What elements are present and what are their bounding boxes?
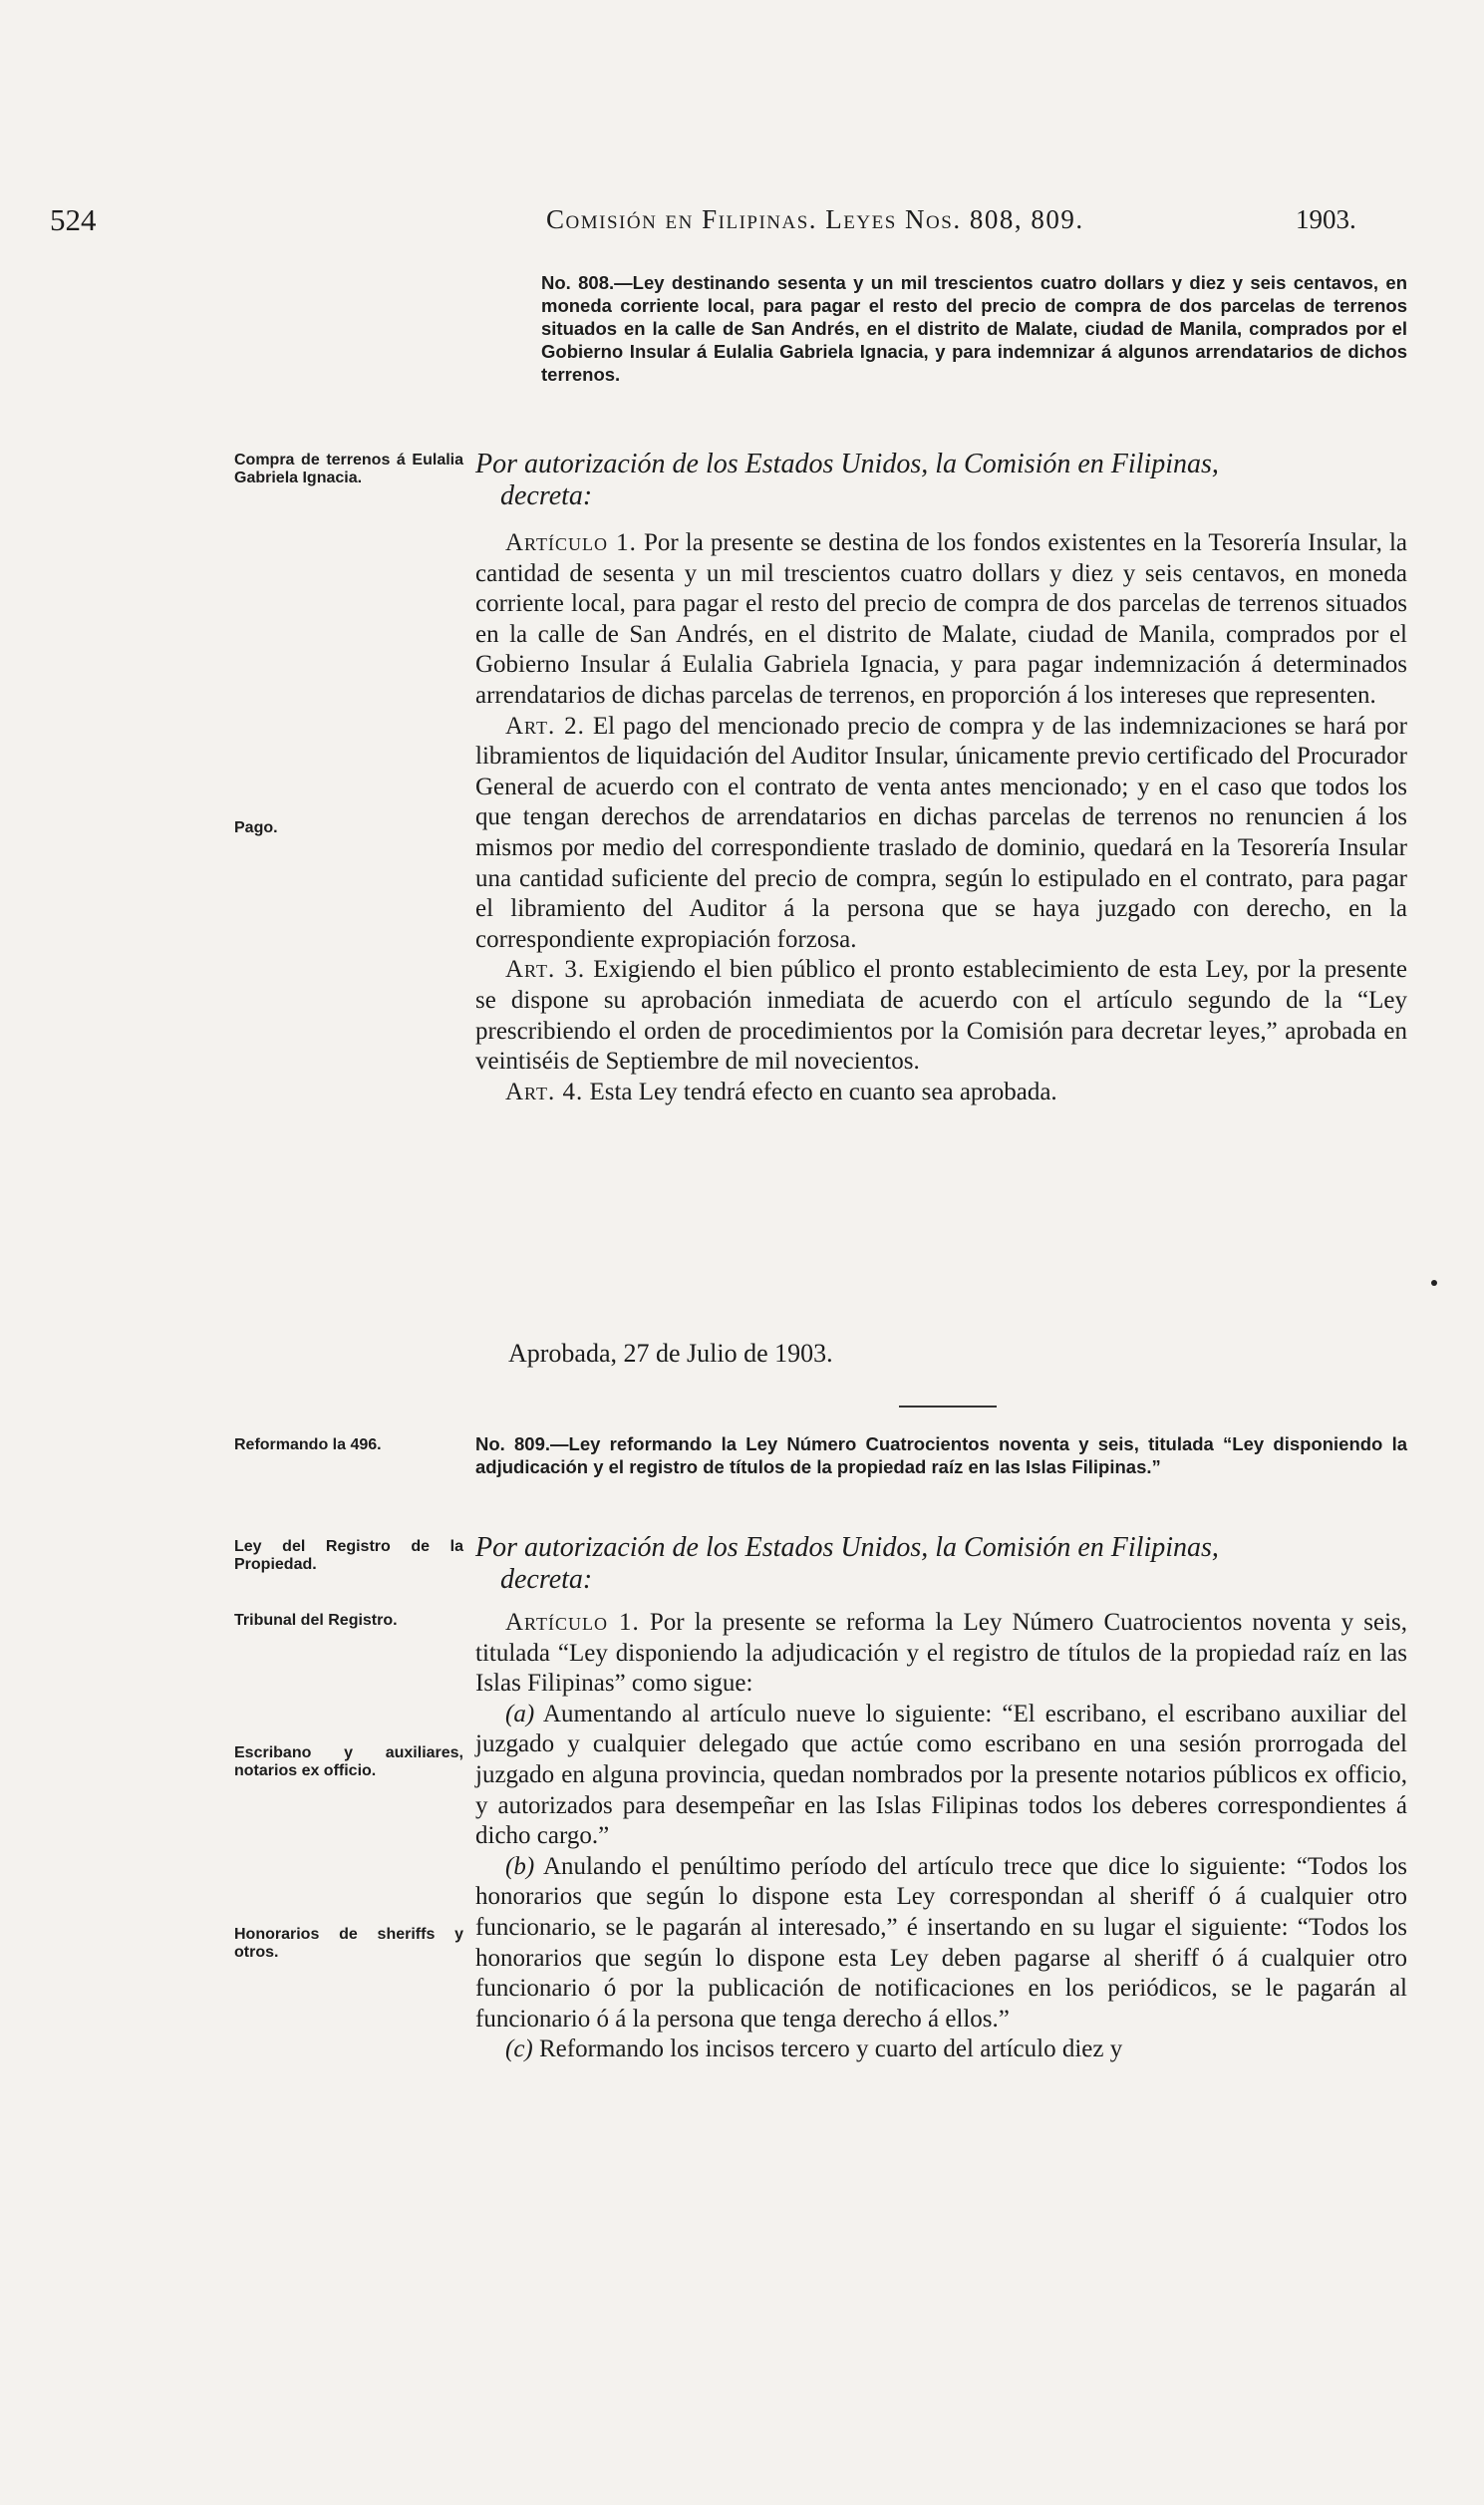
enacting-line-2: decreta:: [500, 1564, 593, 1595]
article-text: Por la presente se reforma la Ley Número Cuatrocientos noventa y seis, titulada “Ley disponiendo la adjudicación y el registro de títulos de la propiedad raíz en las Islas Filipinas” como sigue:: [475, 1609, 1407, 1698]
article-label: Art. 2.: [505, 712, 585, 740]
act-808-article-2: [475, 712, 1407, 956]
sidenote-amend: Reformando la 496.: [234, 1436, 382, 1453]
act-809-article-1: [475, 1608, 1407, 1700]
running-head: Comisión en Filipinas. Leyes Nos. 808, 809.: [546, 204, 1084, 234]
sidenote-clerk: Escribano y auxiliares, notarios ex officio.: [234, 1744, 463, 1779]
sidenote-purchase: Compra de terrenos á Eulalia Gabriela Ignacia.: [234, 452, 463, 486]
act-808-title-text: —Ley destinando sesenta y un mil trescientos cuatro dollars y diez y seis centavos, en moneda corriente local, para pagar el resto del precio de compra de dos parcelas de terrenos situados en la calle de San Andrés, en el distrito de Malate, ciudad de Manila, comprados por el Gobierno Insular á Eulalia Gabriela Ignacia, y para indemnizar á algunos arrendatarios de dichos terrenos.: [541, 272, 1407, 385]
act-809-body: [475, 1608, 1407, 2065]
sidenote-payment: Pago.: [234, 819, 278, 836]
act-809-enacting-clause: [475, 1532, 1407, 1596]
act-808-article-4: [475, 1078, 1407, 1108]
stray-mark: [1431, 1280, 1437, 1286]
act-809-paragraph-c: [475, 2035, 1407, 2065]
article-text: Por la presente se destina de los fondos existentes en la Tesorería Insular, la cantidad de sesenta y un mil trescientos cuatro dollars y diez y seis centavos, en moneda corriente local, para pagar el resto del precio de compra de dos parcelas de terrenos situados en la calle de San Andrés, en el distrito de Malate, ciudad de Manila, comprados por el Gobierno Insular á Eulalia Gabriela Ignacia, y para pagar indemnización á determinados arrendatarios de dichas parcelas de terrenos, en proporción á los intereses que representen.: [475, 529, 1407, 709]
act-809-paragraph-b: [475, 1852, 1407, 2035]
act-809-title: [475, 1432, 1407, 1478]
act-808-enacting-clause: [475, 449, 1407, 512]
paragraph-text: Aumentando al artículo nueve lo siguiente: “El escribano, el escribano auxiliar del juzgado y cualquier delegado que actúe como escribano en una sesión prorrogada del juzgado en alguna provincia, quedan nombrados por la presente notarios públicos ex officio, y autorizados para desempeñar en las Islas Filipinas todos los deberes correspondientes á dicho cargo.”: [475, 1700, 1407, 1850]
article-label: Artículo 1.: [505, 529, 637, 556]
sidenote-fees: Honorarios de sheriffs y otros.: [234, 1926, 463, 1961]
sidenote-registry: Ley del Registro de la Propiedad.: [234, 1538, 463, 1573]
running-head-year: 1903.: [1296, 204, 1356, 234]
paragraph-label: (c): [505, 2035, 533, 2063]
page-number: 524: [50, 202, 97, 237]
paragraph-text: Anulando el penúltimo período del artículo trece que dice lo siguiente: “Todos los honorarios que según lo dispone esta Ley correspondan al sheriff ó á cualquier otro funcionario, se le pagarán al interesado,” é insertando en su lugar el siguiente: “Todos los honorarios que según lo dispone esta Ley deben pagarse al sheriff ó á cualquier otro funcionario ó por la publicación de notificaciones en los periódicos, se le pagarán al funcionario ó á la persona que tenga derecho á ellos.”: [475, 1852, 1407, 2033]
page-header: [50, 202, 1356, 242]
paragraph-text: Reformando los incisos tercero y cuarto del artículo diez y: [539, 2035, 1123, 2063]
article-label: Art. 4.: [505, 1078, 584, 1105]
enacting-line-1: Por autorización de los Estados Unidos, la Comisión en Filipinas,: [475, 449, 1219, 479]
act-809-title-text: —Ley reformando la Ley Número Cuatrocientos noventa y seis, titulada “Ley disponiendo la adjudicación y el registro de títulos de la propiedad raíz en las Islas Filipinas.”: [475, 1433, 1408, 1477]
enacting-line-2: decreta:: [500, 480, 593, 511]
article-text: Exigiendo el bien público el pronto establecimiento de esta Ley, por la presente se dispone su aprobación inmediata de acuerdo con el artículo segundo de la “Ley prescribiendo el orden de procedimientos por la Comisión para decretar leyes,” aprobada en veintiséis de Septiembre de mil novecientos.: [475, 956, 1407, 1076]
article-text: Esta Ley tendrá efecto en cuanto sea aprobada.: [589, 1078, 1057, 1105]
paragraph-label: (a): [505, 1700, 535, 1727]
act-808-title: [475, 271, 1407, 386]
act-808-article-1: [475, 528, 1407, 712]
act-808-body: [475, 528, 1407, 1107]
paragraph-label: (b): [505, 1852, 535, 1880]
act-809-number: No. 809.: [475, 1433, 551, 1454]
act-808-article-3: [475, 955, 1407, 1077]
act-808-number: No. 808.: [541, 272, 615, 293]
sidenote-court: Tribunal del Registro.: [234, 1612, 398, 1629]
section-divider: [899, 1406, 997, 1408]
article-label: Art. 3.: [505, 956, 586, 984]
article-label: Artículo 1.: [505, 1609, 640, 1636]
act-808-approved: Aprobada, 27 de Julio de 1903.: [508, 1339, 833, 1368]
enacting-line-1: Por autorización de los Estados Unidos, la Comisión en Filipinas,: [475, 1532, 1219, 1563]
article-text: El pago del mencionado precio de compra y de las indemnizaciones se hará por libramientos de liquidación del Auditor Insular, únicamente previo certificado del Procurador General de acuerdo con el contrato de venta antes mencionado; y en el caso que todos los que tengan derechos de arrendatarios en dichas parcelas de terrenos no renuncien á los mismos por medio del correspondiente traslado de dominio, quedará en la Tesorería Insular una cantidad suficiente del precio de compra, según lo estipulado en el contrato, para pagar el libramiento del Auditor á la persona que se haya juzgado con derecho, en la correspondiente expropiación forzosa.: [475, 712, 1407, 953]
act-809-paragraph-a: [475, 1700, 1407, 1852]
